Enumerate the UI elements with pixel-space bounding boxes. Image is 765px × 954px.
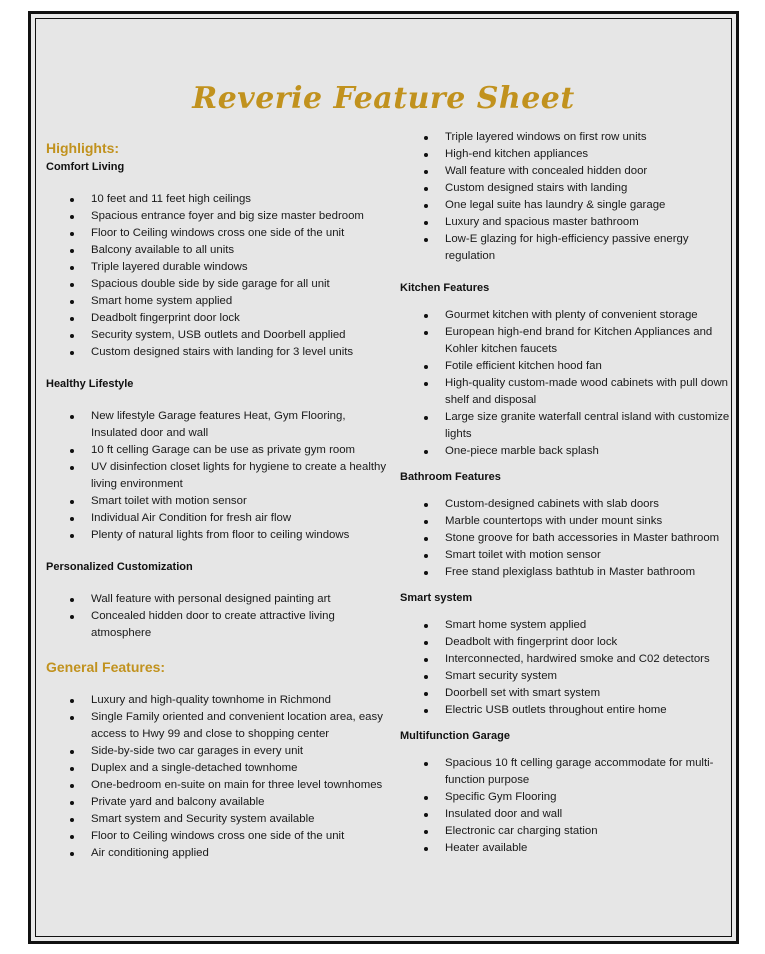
- list-item: Plenty of natural lights from floor to ceiling windows: [46, 527, 391, 544]
- list-item: Deadbolt with fingerprint door lock: [400, 634, 735, 651]
- list-item: Heater available: [400, 840, 735, 857]
- highlights-heading: Highlights:: [46, 140, 120, 156]
- list-item: One-piece marble back splash: [400, 443, 735, 460]
- list-item: Floor to Ceiling windows cross one side of the unit: [46, 225, 391, 242]
- list-item: New lifestyle Garage features Heat, Gym Flooring, Insulated door and wall: [46, 408, 391, 442]
- list-item: Side-by-side two car garages in every unit: [46, 743, 391, 760]
- list-item: Concealed hidden door to create attractive living atmosphere: [46, 608, 391, 642]
- list-item: Fotile efficient kitchen hood fan: [400, 358, 735, 375]
- list-item: Floor to Ceiling windows cross one side of the unit: [46, 828, 391, 845]
- list-item: Low-E glazing for high-efficiency passive energy regulation: [400, 231, 735, 265]
- bathroom-features-list: [400, 496, 735, 581]
- general-features-continued-list: [400, 129, 735, 265]
- list-item: Air conditioning applied: [46, 845, 391, 862]
- healthy-lifestyle-title: Healthy Lifestyle: [46, 378, 134, 390]
- list-item: UV disinfection closet lights for hygiene to create a healthy living environment: [46, 459, 391, 493]
- list-item: Custom-designed cabinets with slab doors: [400, 496, 735, 513]
- list-item: Wall feature with concealed hidden door: [400, 163, 735, 180]
- left-column: [46, 139, 391, 862]
- list-item: High-end kitchen appliances: [400, 146, 735, 163]
- list-item: Individual Air Condition for fresh air flow: [46, 510, 391, 527]
- general-features-heading: General Features:: [46, 659, 166, 675]
- kitchen-features-list: [400, 307, 735, 460]
- multifunction-garage-list: [400, 755, 735, 857]
- smart-system-title: Smart system: [400, 592, 473, 604]
- list-item: Interconnected, hardwired smoke and C02 detectors: [400, 651, 735, 668]
- list-item: Insulated door and wall: [400, 806, 735, 823]
- list-item: Smart toilet with motion sensor: [400, 547, 735, 564]
- list-item: Custom designed stairs with landing for 3 level units: [46, 344, 391, 361]
- list-item: Smart system and Security system available: [46, 811, 391, 828]
- kitchen-features-title: Kitchen Features: [400, 282, 490, 294]
- list-item: Wall feature with personal designed painting art: [46, 591, 391, 608]
- list-item: Smart security system: [400, 668, 735, 685]
- multifunction-garage-title: Multifunction Garage: [400, 730, 510, 742]
- list-item: One-bedroom en-suite on main for three level townhomes: [46, 777, 391, 794]
- list-item: Gourmet kitchen with plenty of convenient storage: [400, 307, 735, 324]
- list-item: Spacious entrance foyer and big size master bedroom: [46, 208, 391, 225]
- list-item: Specific Gym Flooring: [400, 789, 735, 806]
- list-item: Triple layered windows on first row units: [400, 129, 735, 146]
- list-item: Luxury and spacious master bathroom: [400, 214, 735, 231]
- list-item: Electric USB outlets throughout entire home: [400, 702, 735, 719]
- personalized-customization-list: [46, 591, 391, 642]
- list-item: Large size granite waterfall central island with customize lights: [400, 409, 735, 443]
- list-item: Smart home system applied: [400, 617, 735, 634]
- list-item: Deadbolt fingerprint door lock: [46, 310, 391, 327]
- feature-sheet-page: [35, 18, 732, 937]
- list-item: Smart toilet with motion sensor: [46, 493, 391, 510]
- bathroom-features-title: Bathroom Features: [400, 471, 501, 483]
- list-item: Electronic car charging station: [400, 823, 735, 840]
- list-item: 10 ft celling Garage can be use as private gym room: [46, 442, 391, 459]
- list-item: Spacious double side by side garage for all unit: [46, 276, 391, 293]
- right-column: [400, 129, 735, 857]
- list-item: 10 feet and 11 feet high ceilings: [46, 191, 391, 208]
- list-item: Triple layered durable windows: [46, 259, 391, 276]
- list-item: High-quality custom-made wood cabinets with pull down shelf and disposal: [400, 375, 735, 409]
- list-item: Custom designed stairs with landing: [400, 180, 735, 197]
- personalized-customization-title: Personalized Customization: [46, 561, 193, 573]
- general-features-list: [46, 692, 391, 862]
- list-item: Doorbell set with smart system: [400, 685, 735, 702]
- list-item: European high-end brand for Kitchen Appliances and Kohler kitchen faucets: [400, 324, 735, 358]
- list-item: One legal suite has laundry & single garage: [400, 197, 735, 214]
- list-item: Stone groove for bath accessories in Master bathroom: [400, 530, 735, 547]
- list-item: Balcony available to all units: [46, 242, 391, 259]
- comfort-living-title: Comfort Living: [46, 161, 125, 173]
- list-item: Free stand plexiglass bathtub in Master bathroom: [400, 564, 735, 581]
- list-item: Smart home system applied: [46, 293, 391, 310]
- smart-system-list: [400, 617, 735, 719]
- list-item: Spacious 10 ft celling garage accommodate for multi-function purpose: [400, 755, 735, 789]
- list-item: Luxury and high-quality townhome in Richmond: [46, 692, 391, 709]
- list-item: Duplex and a single-detached townhome: [46, 760, 391, 777]
- comfort-living-list: [46, 191, 391, 361]
- page-border-outer: [28, 11, 739, 944]
- list-item: Private yard and balcony available: [46, 794, 391, 811]
- list-item: Security system, USB outlets and Doorbell applied: [46, 327, 391, 344]
- healthy-lifestyle-list: [46, 408, 391, 544]
- list-item: Single Family oriented and convenient location area, easy access to Hwy 99 and close to shopping center: [46, 709, 391, 743]
- list-item: Marble countertops with under mount sinks: [400, 513, 735, 530]
- page-title: Reverie Feature Sheet: [192, 81, 575, 116]
